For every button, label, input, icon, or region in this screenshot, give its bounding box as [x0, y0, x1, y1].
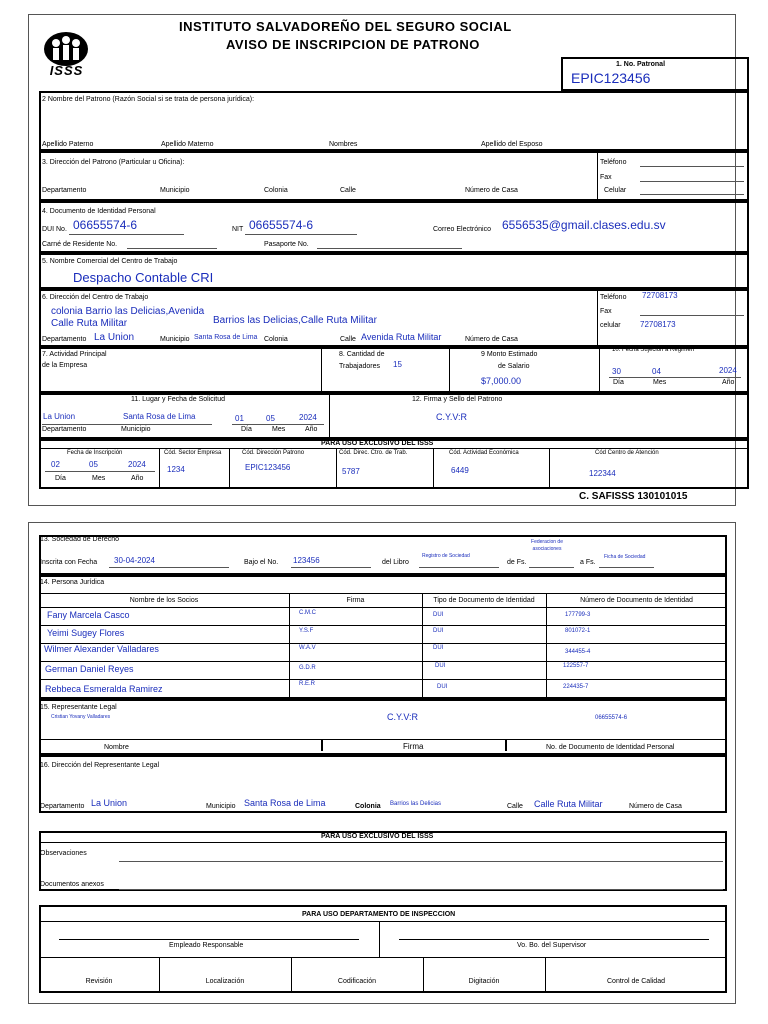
socio-firma[interactable]: Y.S.F	[299, 628, 314, 634]
bottom-cell-revision: Revisión	[85, 978, 113, 985]
s16-calle-label: Calle	[507, 803, 523, 810]
s3-fax-label: Fax	[600, 174, 612, 181]
s6-colonia-line-2[interactable]: Calle Ruta Militar	[51, 318, 128, 329]
isss-ctro-field[interactable]: 5787	[342, 467, 360, 476]
s10-anio-field[interactable]: 2024	[719, 366, 737, 375]
isss-direccion-field[interactable]: EPIC123456	[245, 463, 291, 472]
s11-mes-field[interactable]: 05	[266, 414, 275, 423]
s13-fecha-field[interactable]: 30-04-2024	[114, 556, 155, 565]
socio-nombre[interactable]: Fany Marcela Casco	[47, 610, 130, 620]
isss2-header-line	[39, 842, 727, 843]
s13-bajo-field[interactable]: 123456	[293, 556, 320, 565]
section-3-divider	[597, 151, 598, 201]
isss-col-4	[433, 448, 434, 489]
form-page-2	[28, 522, 736, 1004]
s11-departamento-label: Departamento	[42, 426, 87, 433]
no-patronal-box	[561, 57, 749, 91]
s13-fecha-line	[109, 567, 229, 568]
s15-tick-2	[505, 739, 507, 751]
s10-dia-field[interactable]: 30	[612, 367, 621, 376]
section-14-label: 14. Persona Jurídica	[40, 579, 105, 586]
bottom-cell-digitacion: Digitación	[468, 978, 500, 985]
dui-field[interactable]: 06655574-6	[73, 218, 138, 232]
s6-departamento-label: Departamento	[42, 336, 87, 343]
isss-date-line	[45, 471, 155, 472]
s12-firma-field[interactable]: C.Y.V:R	[436, 412, 468, 422]
s6-municipio-label: Municipio	[160, 336, 190, 343]
socio-nombre[interactable]: Rebbeca Esmeralda Ramirez	[45, 684, 163, 694]
s3-celular-label: Celular	[604, 187, 627, 194]
s15-nombre-label: Nombre	[104, 744, 129, 751]
s10-mes-label: Mes	[653, 379, 667, 386]
bottom-cell-codificacion: Codificación	[337, 978, 377, 985]
s11-mes-label: Mes	[272, 426, 286, 433]
socios-table	[39, 593, 727, 699]
nit-field[interactable]: 06655574-6	[249, 218, 314, 232]
table-row	[39, 607, 727, 626]
s13-fs-label: de Fs.	[507, 559, 527, 566]
observaciones-label: Observaciones	[40, 850, 87, 857]
s16-municipio-label: Municipio	[206, 803, 236, 810]
socio-numero[interactable]: 122557-7	[563, 663, 589, 669]
s6-celular-field[interactable]: 72708173	[640, 320, 676, 329]
s12-label: 12. Firma y Sello del Patrono	[412, 396, 503, 403]
s16-municipio-field[interactable]: Santa Rosa de Lima	[244, 798, 326, 808]
socio-nombre[interactable]: German Daniel Reyes	[45, 664, 134, 674]
apellido-materno-label: Apellido Materno	[161, 141, 214, 148]
isss-ctro-label: Cód. Direc. Ctro. de Trab.	[339, 450, 408, 456]
isss-use-label-2: PARA USO EXCLUSIVO DEL ISSS	[321, 833, 434, 840]
nombres-label: Nombres	[329, 141, 358, 148]
empleado-label: Empleado Responsable	[169, 942, 244, 949]
socio-numero[interactable]: 801072-1	[565, 628, 591, 634]
s16-departamento-field[interactable]: La Union	[91, 798, 128, 808]
s9-label-2: de Salario	[498, 363, 530, 370]
s6-municipio-field[interactable]: Santa Rosa de Lima	[194, 334, 258, 341]
s10-anio-label: Año	[722, 379, 735, 386]
s6-telefono-field[interactable]: 72708173	[642, 291, 678, 300]
s13-bajo-label: Bajo el No.	[244, 559, 279, 566]
carne-line	[127, 248, 217, 249]
s11-divider	[329, 393, 330, 439]
observaciones-line	[119, 861, 723, 862]
documentos-line	[119, 889, 723, 890]
bottom-col-1	[159, 957, 160, 993]
socio-firma[interactable]: W.A.V	[299, 645, 316, 651]
isss-col-1	[159, 448, 160, 489]
s7-label-2: de la Empresa	[42, 362, 88, 369]
carne-label: Carné de Residente No.	[42, 241, 118, 248]
s13-fs-line	[529, 567, 574, 568]
s8-trabajadores-field[interactable]: 15	[393, 360, 402, 369]
socio-tipo[interactable]: DUI	[437, 684, 448, 690]
isss-centro-field[interactable]: 122344	[589, 469, 616, 478]
s13-libro-line	[419, 567, 499, 568]
s15-doc-field[interactable]: 06655574-6	[595, 715, 628, 721]
bottom-col-3	[423, 957, 424, 993]
socio-tipo[interactable]: DUI	[435, 663, 446, 669]
s6-fax-label: Fax	[600, 308, 612, 315]
socio-firma[interactable]: C.M.C	[299, 610, 316, 616]
socio-numero[interactable]: 224435-7	[563, 684, 589, 690]
s11-municipio-field[interactable]: Santa Rosa de Lima	[123, 412, 196, 421]
s15-doc-label: No. de Documento de Identidad Personal	[546, 744, 675, 751]
s8-divider	[449, 347, 450, 393]
isss-centro-label: Cód Centro de Atención	[595, 450, 659, 456]
inspeccion-label: PARA USO DEPARTAMENTO DE INSPECCION	[302, 911, 456, 918]
s3-numero-casa-label: Número de Casa	[465, 187, 518, 194]
isss-anio-label: Año	[131, 475, 144, 482]
socio-numero[interactable]: 344455-4	[565, 649, 591, 655]
socio-firma[interactable]: G.D.R	[299, 665, 316, 671]
s3-celular-line	[640, 194, 744, 195]
s13-bajo-line	[291, 567, 371, 568]
s3-telefono-label: Teléfono	[600, 159, 627, 166]
isss-actividad-field[interactable]: 6449	[451, 466, 469, 475]
bottom-col-4	[545, 957, 546, 993]
dui-label: DUI No.	[42, 226, 67, 233]
s3-municipio-label: Municipio	[160, 187, 190, 194]
socios-header-nombre: Nombre de los Socios	[129, 597, 199, 604]
s6-celular-label: celular	[600, 322, 621, 329]
section-4-label: 4. Documento de Identidad Personal	[42, 208, 156, 215]
vobo-sign-line	[399, 939, 709, 940]
s11-municipio-label: Municipio	[121, 426, 151, 433]
correo-field[interactable]: 6556535@gmail.clases.edu.sv	[502, 218, 666, 232]
logo-text: ISSS	[49, 63, 84, 78]
s11-anio-field[interactable]: 2024	[299, 413, 317, 422]
s16-colonia-label: Colonia	[355, 803, 381, 810]
section-15-label: 15. Representante Legal	[40, 704, 117, 711]
dui-line	[69, 234, 184, 235]
s6-calle-field[interactable]: Avenida Ruta Militar	[361, 332, 442, 342]
form-title: AVISO DE INSCRIPCION DE PATRONO	[226, 37, 480, 52]
socio-nombre[interactable]: Yeimi Sugey Flores	[47, 628, 125, 638]
s6-colonia-label: Colonia	[264, 336, 288, 343]
socios-header-tipo: Tipo de Documento de Identidad	[433, 597, 535, 604]
socio-tipo[interactable]: DUI	[433, 612, 444, 618]
s15-firma-field[interactable]: C.Y.V:R	[387, 712, 419, 722]
nit-label: NIT	[232, 226, 244, 233]
s7-label-1: 7. Actividad Principal	[42, 351, 107, 358]
s6-departamento-field[interactable]: La Union	[94, 332, 135, 343]
isss-sector-field[interactable]: 1234	[167, 465, 185, 474]
section-13-label: 13. Sociedad de Derecho	[40, 536, 119, 543]
s10-label: 10. Fecha Sujeción a Régimen	[612, 347, 695, 353]
isss-direccion-label: Cód. Dirección Patrono	[242, 450, 305, 456]
s8-label-2: Trabajadores	[339, 363, 380, 370]
footer-code: C. SAFISSS 130101015	[579, 491, 688, 502]
isss-mes-field[interactable]: 05	[89, 460, 98, 469]
s3-departamento-label: Departamento	[42, 187, 87, 194]
documentos-label: Documentos anexos	[40, 881, 104, 888]
s13-ficha-field[interactable]: Ficha de Sociedad	[604, 554, 646, 560]
no-patronal-field[interactable]: EPIC123456	[571, 70, 651, 86]
apellido-esposo-label: Apellido del Esposo	[481, 141, 543, 148]
correo-label: Correo Electrónico	[433, 226, 491, 233]
s15-firma-label: Firma	[403, 742, 424, 751]
pasaporte-label: Pasaporte No.	[264, 241, 309, 248]
s13-inscrita-label: Inscrita con Fecha	[40, 559, 98, 566]
socio-firma[interactable]: R.E.R	[299, 681, 316, 687]
s11-dia-field[interactable]: 01	[235, 414, 244, 423]
s13-afs-label: a Fs.	[580, 559, 596, 566]
socios-header-numero: Número de Documento de Identidad	[580, 597, 693, 604]
s6-fax-line	[640, 315, 744, 316]
isss-logo	[39, 29, 94, 79]
pasaporte-line	[317, 248, 462, 249]
table-row	[39, 661, 727, 680]
section-5-label: 5. Nombre Comercial del Centro de Trabajo	[42, 258, 178, 265]
table-row	[39, 625, 727, 644]
s15-sign-line	[41, 739, 725, 740]
s13-libro-field[interactable]: Registro de Sociedad	[422, 553, 470, 559]
s7-divider	[321, 347, 322, 393]
table-row	[39, 679, 727, 699]
s3-colonia-label: Colonia	[264, 187, 288, 194]
s10-mes-field[interactable]: 04	[652, 367, 661, 376]
s11-anio-label: Año	[305, 426, 318, 433]
bottom-cell-control: Control de Calidad	[607, 978, 665, 985]
s6-colonia-line-1[interactable]: colonia Barrio las Delicias,Avenida	[51, 306, 205, 317]
isss-sector-label: Cód. Sector Empresa	[164, 450, 222, 456]
s9-label-1: 9 Monto Estimado	[481, 351, 538, 358]
s16-calle-field[interactable]: Calle Ruta Militar	[534, 799, 603, 809]
nit-line	[245, 234, 357, 235]
s6-barrio-field[interactable]: Barrios las Delicias,Calle Ruta Militar	[213, 315, 377, 326]
socios-top-line	[39, 593, 727, 594]
s11-dia-label: Día	[241, 426, 252, 433]
isss-actividad-label: Cód. Actividad Económica	[449, 450, 519, 456]
isss-col-3	[336, 448, 337, 489]
isss-dia-label: Día	[55, 475, 66, 482]
isss-col-2	[229, 448, 230, 489]
bottom-row-line	[39, 957, 727, 958]
s13-federacion-field[interactable]: Federacion de asociaciones	[531, 539, 563, 552]
vobo-label: Vo. Bo. del Supervisor	[517, 942, 587, 949]
table-row	[39, 643, 727, 662]
isss-mes-label: Mes	[92, 475, 106, 482]
s16-numero-label: Número de Casa	[629, 803, 682, 810]
inspeccion-mid-line	[379, 921, 380, 957]
s8-label-1: 8. Cantidad de	[339, 351, 385, 358]
s3-fax-line	[640, 181, 744, 182]
bottom-col-2	[291, 957, 292, 993]
s13-afs-line	[599, 567, 654, 568]
form-page-1	[28, 14, 736, 506]
socio-numero[interactable]: 177799-3	[565, 612, 591, 618]
isss-anio-field[interactable]: 2024	[128, 460, 146, 469]
s3-telefono-line	[640, 166, 744, 167]
s6-numero-casa-label: Número de Casa	[465, 336, 518, 343]
section-6-divider	[597, 289, 598, 347]
socio-tipo[interactable]: DUI	[433, 645, 444, 651]
s6-calle-label: Calle	[340, 336, 356, 343]
s10-dia-label: Día	[613, 379, 624, 386]
no-patronal-label: 1. No. Patronal	[616, 61, 666, 68]
s9-salario-field[interactable]: $7,000.00	[481, 376, 522, 386]
isss-use-label: PARA USO EXCLUSIVO DEL ISSS	[321, 440, 434, 447]
isss-dia-field[interactable]: 02	[51, 460, 60, 469]
section-2-label: 2 Nombre del Patrono (Razón Social si se trata de persona jurídica):	[42, 96, 255, 103]
socio-nombre[interactable]: Wilmer Alexander Valladares	[44, 644, 159, 654]
s15-nombre-field[interactable]: Cristian Yovany Valladares	[51, 714, 111, 720]
s16-departamento-label: Departamento	[40, 803, 85, 810]
bottom-cell-localizacion: Localización	[205, 978, 245, 985]
section-3-label: 3. Dirección del Patrono (Particular u Oficina):	[42, 159, 185, 166]
s16-colonia-field[interactable]: Barrios las Delicias	[390, 801, 442, 807]
section-6-label: 6. Dirección del Centro de Trabajo	[42, 294, 149, 301]
apellido-paterno-label: Apellido Paterno	[42, 141, 94, 148]
isss-col-5	[549, 448, 550, 489]
s6-telefono-label: Teléfono	[600, 294, 627, 301]
org-title: INSTITUTO SALVADOREÑO DEL SEGURO SOCIAL	[179, 19, 512, 34]
s3-calle-label: Calle	[340, 187, 356, 194]
s11-departamento-field[interactable]: La Union	[43, 412, 76, 421]
socio-tipo[interactable]: DUI	[433, 628, 444, 634]
s13-libro-label: del Libro	[382, 559, 409, 566]
s11-label: 11. Lugar y Fecha de Solicitud	[131, 396, 226, 403]
empleado-sign-line	[59, 939, 359, 940]
section-16-label: 16. Dirección del Representante Legal	[40, 762, 160, 769]
nombre-comercial-field[interactable]: Despacho Contable CRI	[73, 270, 214, 285]
s9-divider	[599, 347, 600, 393]
inspeccion-header-line	[39, 921, 727, 922]
s15-tick-1	[321, 739, 323, 751]
isss-fecha-label: Fecha de Inscripción	[67, 450, 123, 456]
socios-header-firma: Firma	[346, 597, 365, 604]
